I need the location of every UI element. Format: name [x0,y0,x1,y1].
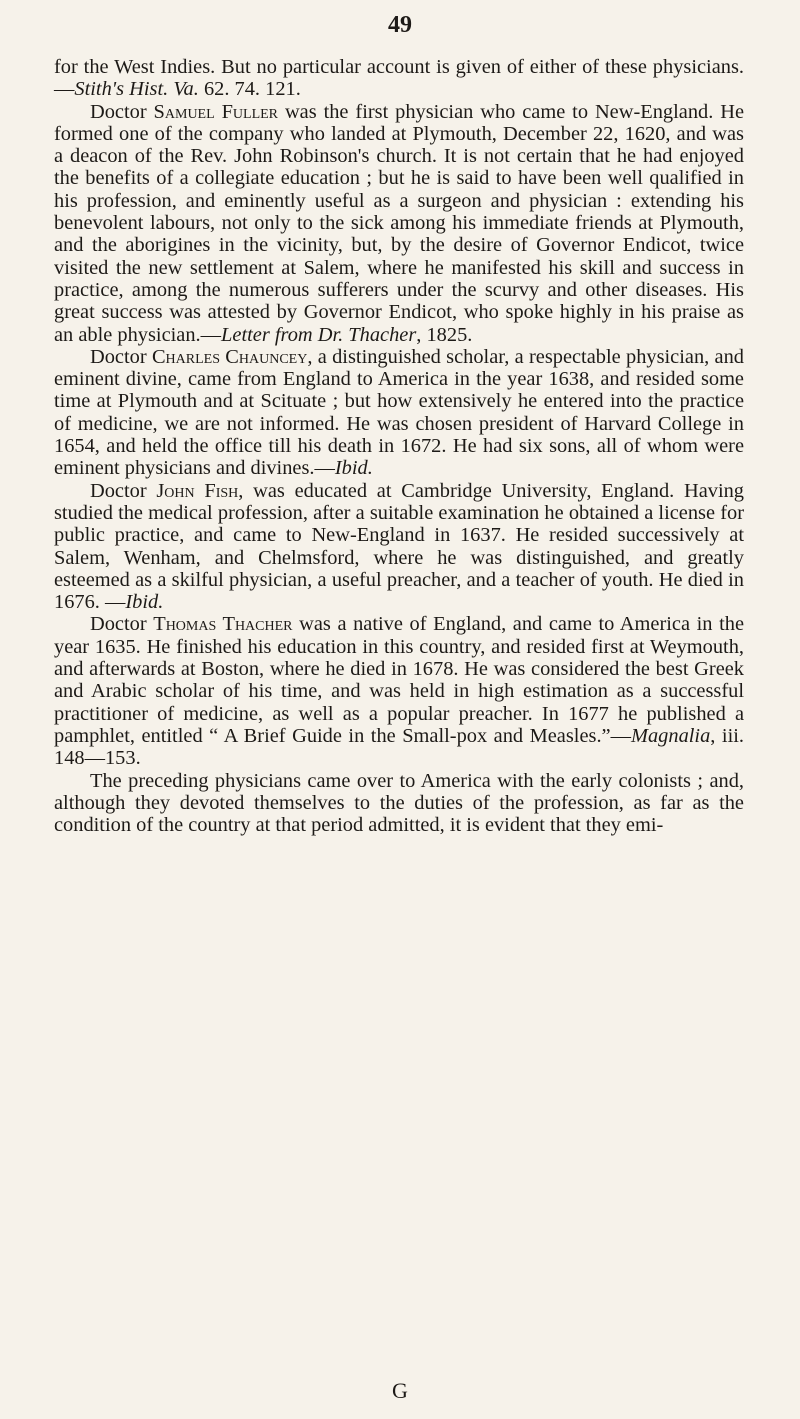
paragraph-samuel-fuller [54,101,744,346]
paragraph-thomas-thacher [54,613,744,769]
text-run: Doctor [90,100,154,123]
citation: Magnalia [631,724,711,747]
citation: Ibid. [334,457,373,480]
text-run: , a distinguished scholar, a respectable physician, and eminent divine, came from England to America in the year 1638, and resided some time at Plymouth and at Scituate ; but how extensively he entered into the practice of medicine, we are not informed. He was chosen president of Harvard College in 1654, and held the office till his death in 1672. He had six sons, all of whom were eminent physicians and divines.— [54,345,744,480]
person-name: John Fish [156,479,239,502]
text-run: , 1825. [416,323,473,346]
citation: Stith's Hist. Va. [74,78,199,101]
text-run: Doctor [90,345,152,368]
text-run: Doctor [90,613,154,636]
signature-mark: G [392,1378,408,1403]
text-run: 62. 74. 121. [198,78,301,101]
text-run: Doctor [90,479,157,502]
citation: Ibid. [125,591,164,614]
paragraph-west-indies [54,56,744,101]
person-name: Thomas Thacher [153,613,293,636]
paragraph-preceding-physicians [54,770,744,837]
person-name: Charles Chauncey [151,345,308,368]
text-run: The preceding physicians came over to America with the early colonists ; and, although they devoted themselves to the duties of the profession, as far as the condition of the country at that period admitted, it is evident that they emi- [54,769,744,837]
page-number: 49 [388,12,412,38]
text-run: was a native of England, and came to America in the year 1635. He finished his education in this country, and resided first at Weymouth, and afterwards at Boston, where he died in 1678. He was considered the best Greek and Arabic scholar of his time, and was held in high estimation as a successful practitioner of medicine, as well as a popular preacher. In 1677 he published a pamphlet, entitled “ A Brief Guide in the Small-pox and Measles.”— [54,613,744,747]
citation: Letter from Dr. Thacher [221,323,417,346]
paragraph-charles-chauncey [54,346,744,480]
person-name: Samuel Fuller [153,100,279,123]
text-run: , was educated at Cambridge University, England. Having studied the medical profession, after a suitable examination he obtained a license for public practice, and came to New-England in 1637. He resided successively at Salem, Wenham, and Chelmsford, where he was distinguished, and greatly esteemed as a skilful physician, a useful preacher, and a teacher of youth. He died in 1676. — [54,479,745,614]
text-run: for the West Indies. But no particular account is given of either of these physicians.— [54,56,744,101]
text-run: was the first physician who came to New-England. He formed one of the company who landed at Plymouth, December 22, 1620, and was a deacon of the Rev. John Robinson's church. It is not certain that he had enjoyed the benefits of a collegiate education ; but he is said to have been well qualified in his profession, and eminently useful as a surgeon and physician : extending his benevolent labours, not only to the sick among his immediate friends at Plymouth, and the aborigines in the vicinity, but, by the desire of Governor Endicot, twice visited the new settlement at Salem, where he manifested his skill and success in practice, among the numerous sufferers under the scurvy and other diseases. His great success was attested by Governor Endicot, who spoke highly in his praise as an able physician.— [54,100,744,346]
body-text [54,56,744,836]
paragraph-john-fish [54,480,744,614]
text-run: , iii. 148—153. [54,724,744,770]
